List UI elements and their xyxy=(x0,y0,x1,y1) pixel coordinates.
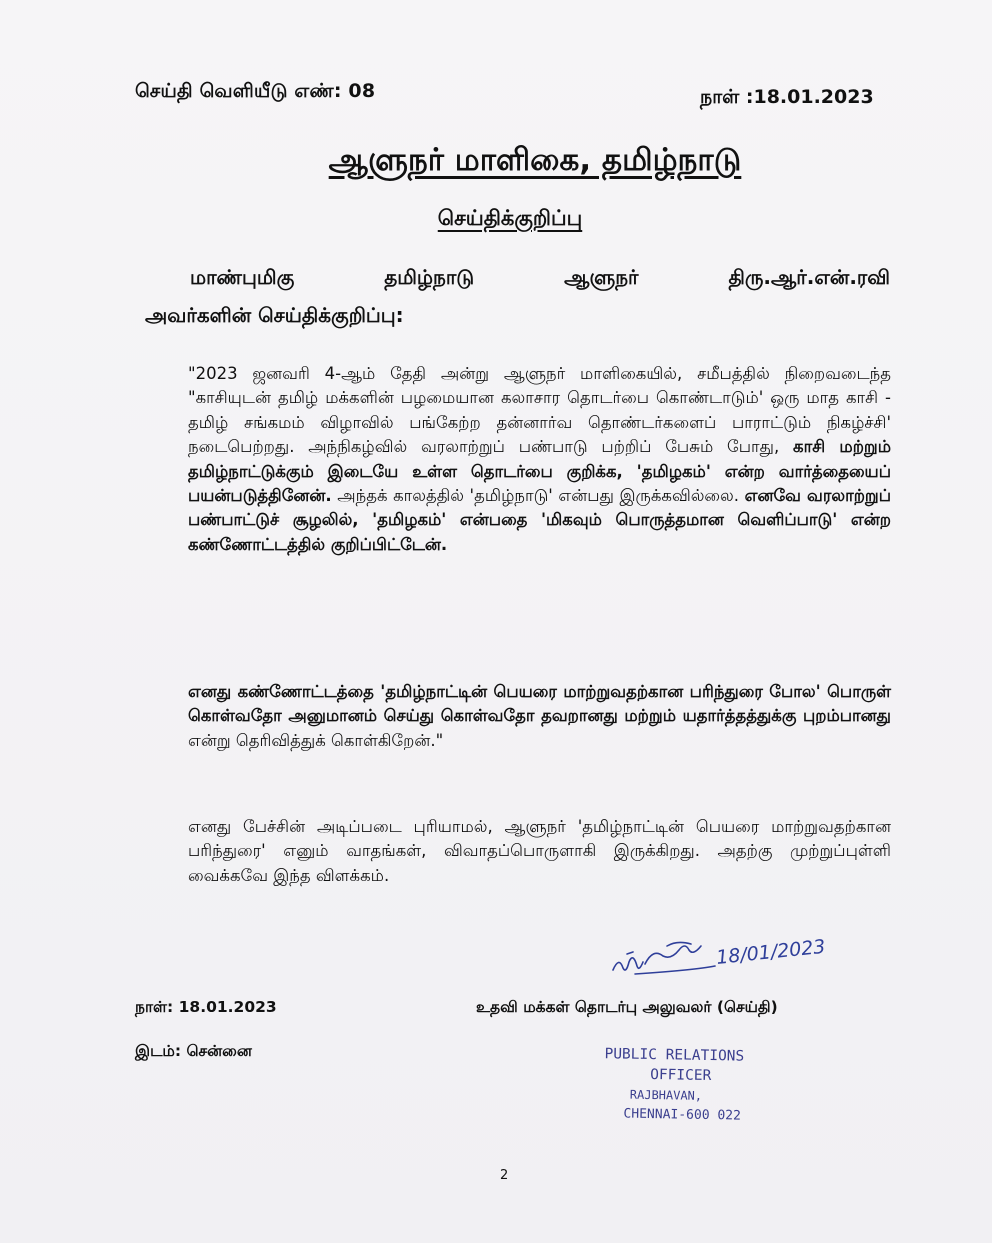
paragraph-2-bold-a: எனது கண்ணோட்டத்தை 'தமிழ்நாட்டின் பெயரை மாற்றுவதற்கான பரிந்துரை போல' பொருள் கொள்வதோ அனுமானம் செய்து கொள்வதோ தவறானது மற்றும் யதார்த்தத்துக்கு புறம்பானது xyxy=(188,682,891,726)
paragraph-1-bold-d: எனவே வரலாற்றுப் பண்பாட்டுச் சூழலில், 'தமிழகம்' என்பதை 'மிகவும் பொருத்தமான வெளிப்பாடு' என்ற கண்ணோட்டத்தில் குறிப்பிட்டேன். xyxy=(188,486,891,554)
page-subtitle: செய்திக்குறிப்பு xyxy=(437,206,583,230)
release-number: செய்தி வெளியீடு எண்: 08 xyxy=(135,80,376,102)
intro-line-2: அவர்களின் செய்திக்குறிப்பு: xyxy=(145,303,404,327)
officer-title: உதவி மக்கள் தொடர்பு அலுவலர் (செய்தி) xyxy=(476,998,778,1016)
stamp-line-1: PUBLIC RELATIONS xyxy=(604,1046,745,1065)
office-stamp xyxy=(597,1044,818,1128)
intro-line-1: மாண்புமிகு தமிழ்நாடு ஆளுநர் திரு.ஆர்.என்.ரவி xyxy=(190,265,890,289)
stamp-line-4: CHENNAI-600 022 xyxy=(623,1106,742,1124)
paragraph-2 xyxy=(143,680,891,753)
page-title: ஆளுநர் மாளிகை, தமிழ்நாடு xyxy=(328,142,742,178)
stamp-line-3: RAJBHAVAN, xyxy=(629,1087,703,1103)
page-number: 2 xyxy=(500,1168,509,1183)
release-date: நாள் :18.01.2023 xyxy=(700,86,874,108)
paragraph-1-bold-b: காசி மற்றும் தமிழ்நாட்டுக்கும் இடையே உள்ள தொடர்பை குறிக்க, 'தமிழகம்' என்ற வார்த்தையைப் பயன்படுத்தினேன். xyxy=(188,437,891,506)
paragraph-1-text-c: அந்தக் காலத்தில் 'தமிழ்நாடு' என்பது இருக்கவில்லை. xyxy=(331,486,745,506)
footer-place: இடம்: சென்னை xyxy=(135,1042,252,1060)
paragraph-1-text-a: "2023 ஜனவரி 4-ஆம் தேதி அன்று ஆளுநர் மாளிகையில், சமீபத்தில் நிறைவடைந்த "காசியுடன் தமிழ் மக்களின் பழமையான கலாசார தொடர்பை கொண்டாடும்' ஒரு மாத காசி - தமிழ் சங்கமம் விழாவில் பங்கேற்ற தன்னார்வ தொண்டர்களைப் பாராட்டும் நிகழ்ச்சி' நடைபெற்றது. அந்நிகழ்வில் வரலாற்றுப் பண்பாடு பற்றிப் பேசும் போது, xyxy=(188,364,891,457)
signature-image xyxy=(605,930,845,990)
stamp-line-2: OFFICER xyxy=(650,1066,712,1085)
paragraph-3-text: எனது பேச்சின் அடிப்படை புரியாமல், ஆளுநர் 'தமிழ்நாட்டின் பெயரை மாற்றுவதற்கான பரிந்துரை' எனும் வாதங்கள், விவாதப்பொருளாகி இருக்கிறது. அதற்கு முற்றுப்புள்ளி வைக்கவே இந்த விளக்கம். xyxy=(188,817,891,885)
paragraph-3 xyxy=(143,815,891,888)
paragraph-2-text-b: என்று தெரிவித்துக் கொள்கிறேன்." xyxy=(188,730,444,750)
signature-date: 18/01/2023 xyxy=(715,935,827,969)
paragraph-1 xyxy=(143,362,891,557)
footer-date: நாள்: 18.01.2023 xyxy=(135,998,277,1016)
intro-heading xyxy=(145,258,890,334)
